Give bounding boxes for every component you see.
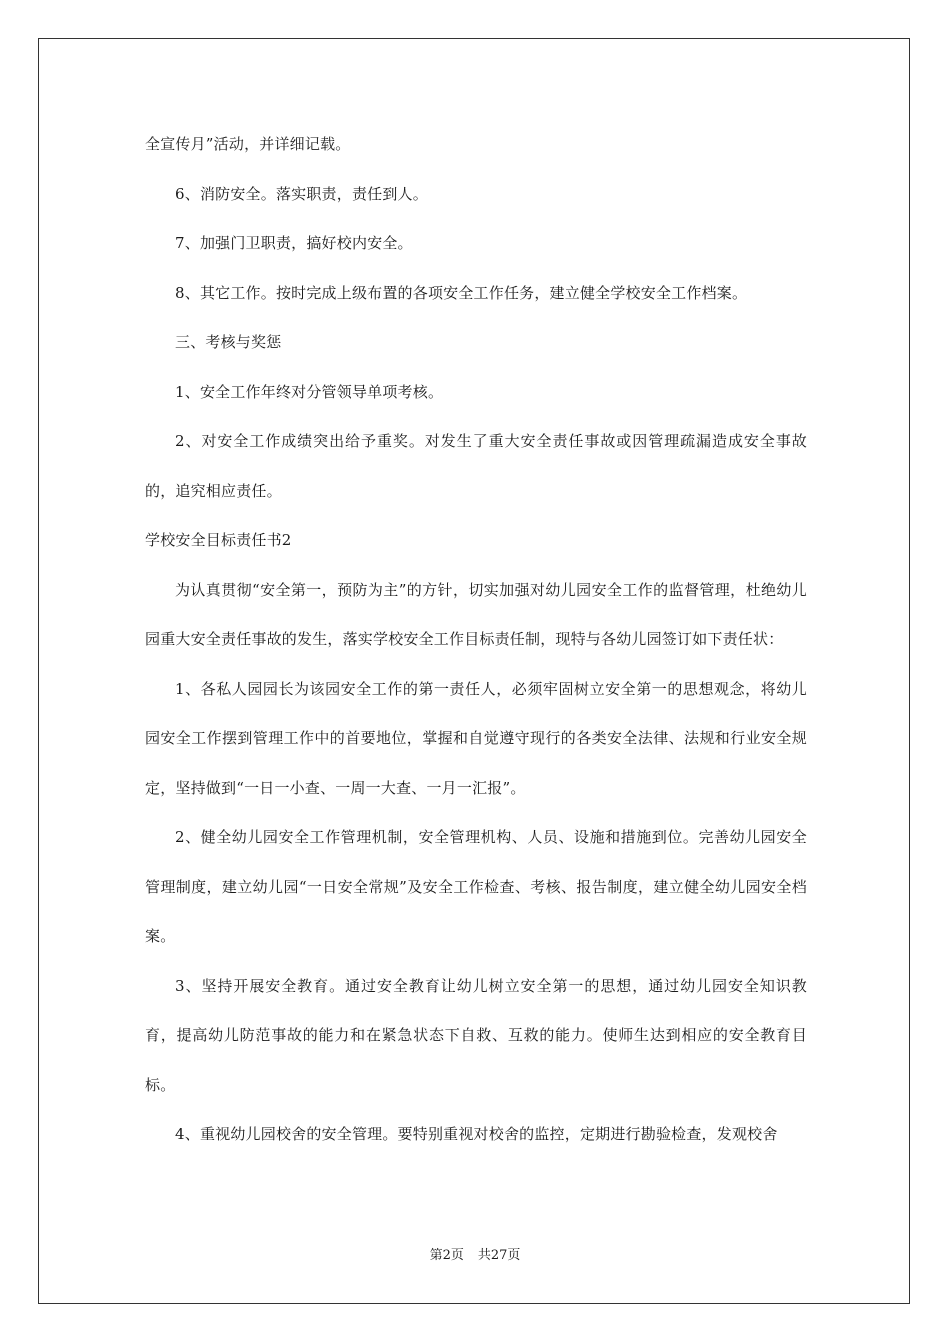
paragraph: 3、坚持开展安全教育。通过安全教育让幼儿树立安全第一的思想，通过幼儿园安全知识教育，提高幼儿防范事故的能力和在紧急状态下自救、互救的能力。使师生达到相应的安全教育目标。 — [145, 976, 807, 1094]
total-pages: 共27页 — [477, 1248, 521, 1263]
document-body — [145, 120, 807, 1160]
paragraph: 2、对安全工作成绩突出给予重奖。对发生了重大安全责任事故或因管理疏漏造成安全事故的，追究相应责任。 — [145, 432, 807, 500]
page-number: 第2页 — [429, 1248, 464, 1263]
paragraph: 6、消防安全。落实职责，责任到人。 — [175, 184, 428, 203]
paragraph: 2、健全幼儿园安全工作管理机制，安全管理机构、人员、设施和措施到位。完善幼儿园安全管理制度，建立幼儿园“一日安全常规”及安全工作检查、考核、报告制度，建立健全幼儿园安全档案。 — [145, 828, 807, 945]
paragraph: 1、安全工作年终对分管领导单项考核。 — [175, 382, 444, 401]
paragraph: 1、各私人园园长为该园安全工作的第一责任人，必须牢固树立安全第一的思想观念，将幼儿园安全工作摆到管理工作中的首要地位，掌握和自觉遵守现行的各类安全法律、法规和行业安全规定，坚持做到“一日一小查、一周一大查、一月一汇报”。 — [145, 679, 807, 797]
paragraph: 全宣传月”活动，并详细记载。 — [145, 135, 351, 153]
paragraph: 4、重视幼儿园校舍的安全管理。要特别重视对校舍的监控，定期进行勘验检查，发观校舍 — [175, 1125, 778, 1143]
page-footer — [0, 1247, 950, 1265]
paragraph: 7、加强门卫职责，搞好校内安全。 — [175, 234, 413, 252]
document-subtitle: 学校安全目标责任书2 — [145, 531, 292, 549]
paragraph: 为认真贯彻“安全第一，预防为主”的方针，切实加强对幼儿园安全工作的监督管理，杜绝幼儿园重大安全责任事故的发生，落实学校安全工作目标责任制，现特与各幼儿园签订如下责任状： — [145, 580, 807, 648]
paragraph: 8、其它工作。按时完成上级布置的各项安全工作任务，建立健全学校安全工作档案。 — [175, 283, 748, 302]
section-heading: 三、考核与奖惩 — [175, 333, 282, 351]
